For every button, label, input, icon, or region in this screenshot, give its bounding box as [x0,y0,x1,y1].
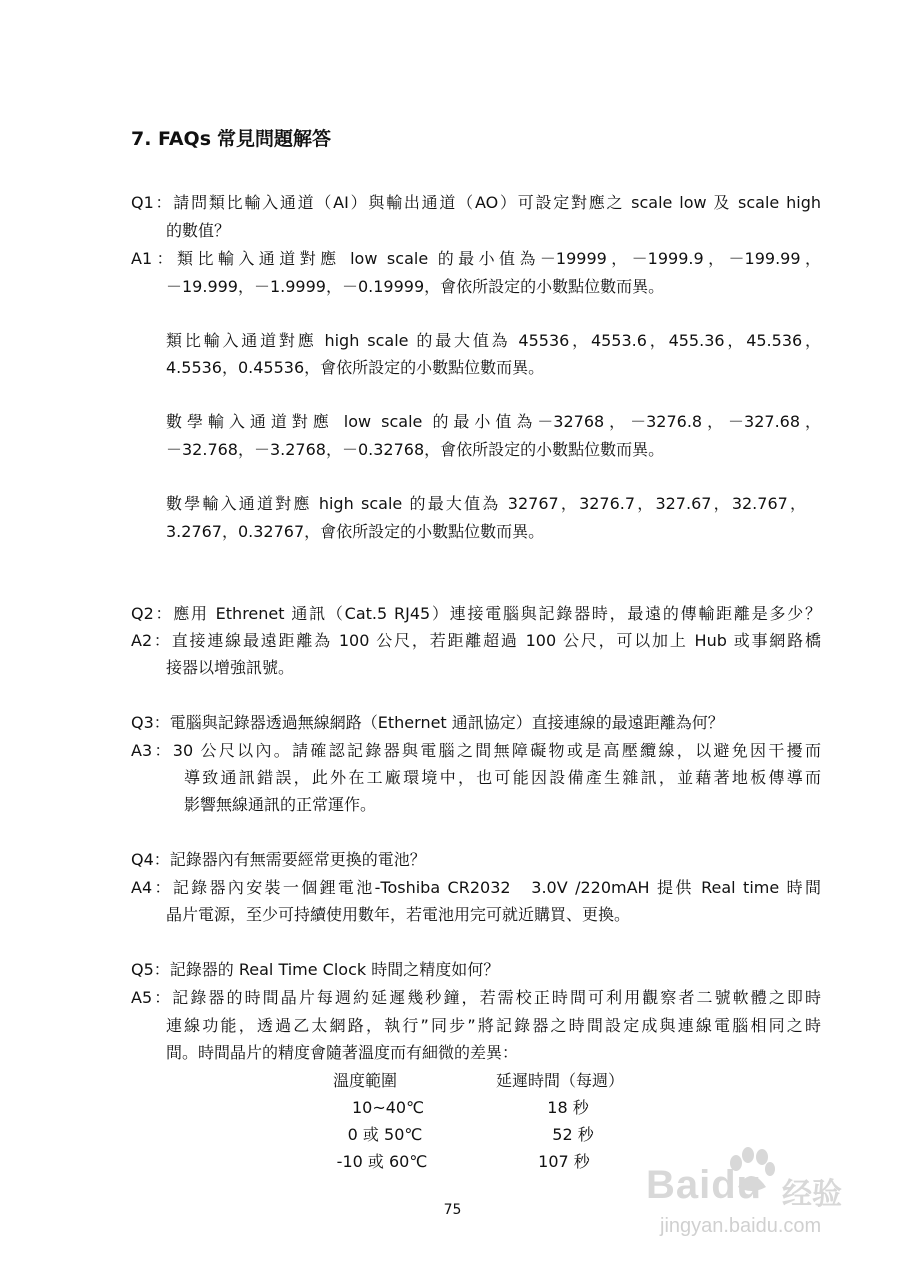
section-title-zh: 常見問題解答 [217,128,332,150]
answer-2-line-2: 接器以增強訊號。 [166,658,295,677]
answer-1-para-2-line-1: 類比輸入通道對應 high scale 的最大值為 45536，4553.6，455.36，45.536， [166,331,821,350]
question-3: Q3：電腦與記錄器透過無線網路（Ethernet 通訊協定）直接連線的最遠距離為何？ [131,713,724,732]
question-1: Q1：請問類比輸入通道（AI）與輸出通道（AO）可設定對應之 scale low 及 scale high [131,193,821,212]
answer-4-line-1: A4：記錄器內安裝一個鋰電池-Toshiba CR2032 3.0V /220mAH 提供 Real time 時間 [131,878,821,897]
answer-5-line-3: 間。時間晶片的精度會隨著溫度而有細微的差異： [166,1043,519,1062]
watermark-logo: Baidu [646,1163,763,1207]
answer-1-para-4-line-2: 3.2767，0.32767，會依所設定的小數點位數而異。 [166,522,545,541]
answer-3-line-2: 導致通訊錯誤，此外在工廠環境中，也可能因設備產生雜訊，並藉著地板傳導而 [184,768,821,787]
answer-1-line-2: －19.999，－1.9999，－0.19999，會依所設定的小數點位數而異。 [166,277,665,296]
answer-1-para-3-line-2: －32.768，－3.2768，－0.32768，會依所設定的小數點位數而異。 [166,440,665,459]
answer-1-para-3-line-1: 數學輸入通道對應 low scale 的最小值為－32768，－3276.8，－327.68， [166,412,821,431]
section-heading [131,124,331,151]
baidu-watermark [640,1145,870,1255]
answer-3-line-3: 影響無線通訊的正常運作。 [184,795,377,814]
table-cell-temp: -10 或 60℃ [336,1152,428,1171]
question-2: Q2：應用 Ethrenet 通訊（Cat.5 RJ45）連接電腦與記錄器時，最遠的傳輸距離是多少？ [131,604,821,623]
section-number: 7. FAQs [131,128,212,150]
answer-1-para-2-line-2: 4.5536，0.45536，會依所設定的小數點位數而異。 [166,358,545,377]
watermark-zh: 经验 [782,1177,842,1212]
answer-5-line-1: A5：記錄器的時間晶片每週約延遲幾秒鐘，若需校正時間可利用觀察者二號軟體之即時 [131,988,821,1007]
question-5: Q5：記錄器的 Real Time Clock 時間之精度如何？ [131,960,500,979]
answer-1-para-4-line-1: 數學輸入通道對應 high scale 的最大值為 32767，3276.7，327.67，32.767， [166,494,806,513]
question-1-cont: 的數值？ [166,221,231,240]
watermark-url: jingyan.baidu.com [660,1215,822,1237]
answer-2-line-1: A2：直接連線最遠距離為 100 公尺，若距離超過 100 公尺，可以加上 Hub 或事網路橋 [131,631,821,650]
answer-3-line-1: A3：30 公尺以內。請確認記錄器與電腦之間無障礙物或是高壓纜線，以避免因干擾而 [131,741,821,760]
table-cell-delay: 107 秒 [538,1152,590,1171]
table-cell-delay: 18 秒 [547,1098,589,1117]
table-cell-temp: 10~40℃ [351,1098,425,1117]
page-number: 75 [443,1202,462,1218]
table-cell-temp: 0 或 50℃ [347,1125,423,1144]
answer-4-line-2: 晶片電源，至少可持續使用數年，若電池用完可就近購買、更換。 [166,905,631,924]
table-header-temp-range: 溫度範圍 [332,1071,397,1090]
question-4: Q4：記錄器內有無需要經常更換的電池？ [131,850,426,869]
table-cell-delay: 52 秒 [552,1125,594,1144]
answer-5-line-2: 連線功能，透過乙太網路，執行”同步”將記錄器之時間設定成與連線電腦相同之時 [166,1016,821,1035]
table-header-delay: 延遲時間（每週） [495,1071,624,1090]
answer-1-line-1: A1：類比輸入通道對應 low scale 的最小值為－19999，－1999.9，－199.99， [131,249,821,268]
